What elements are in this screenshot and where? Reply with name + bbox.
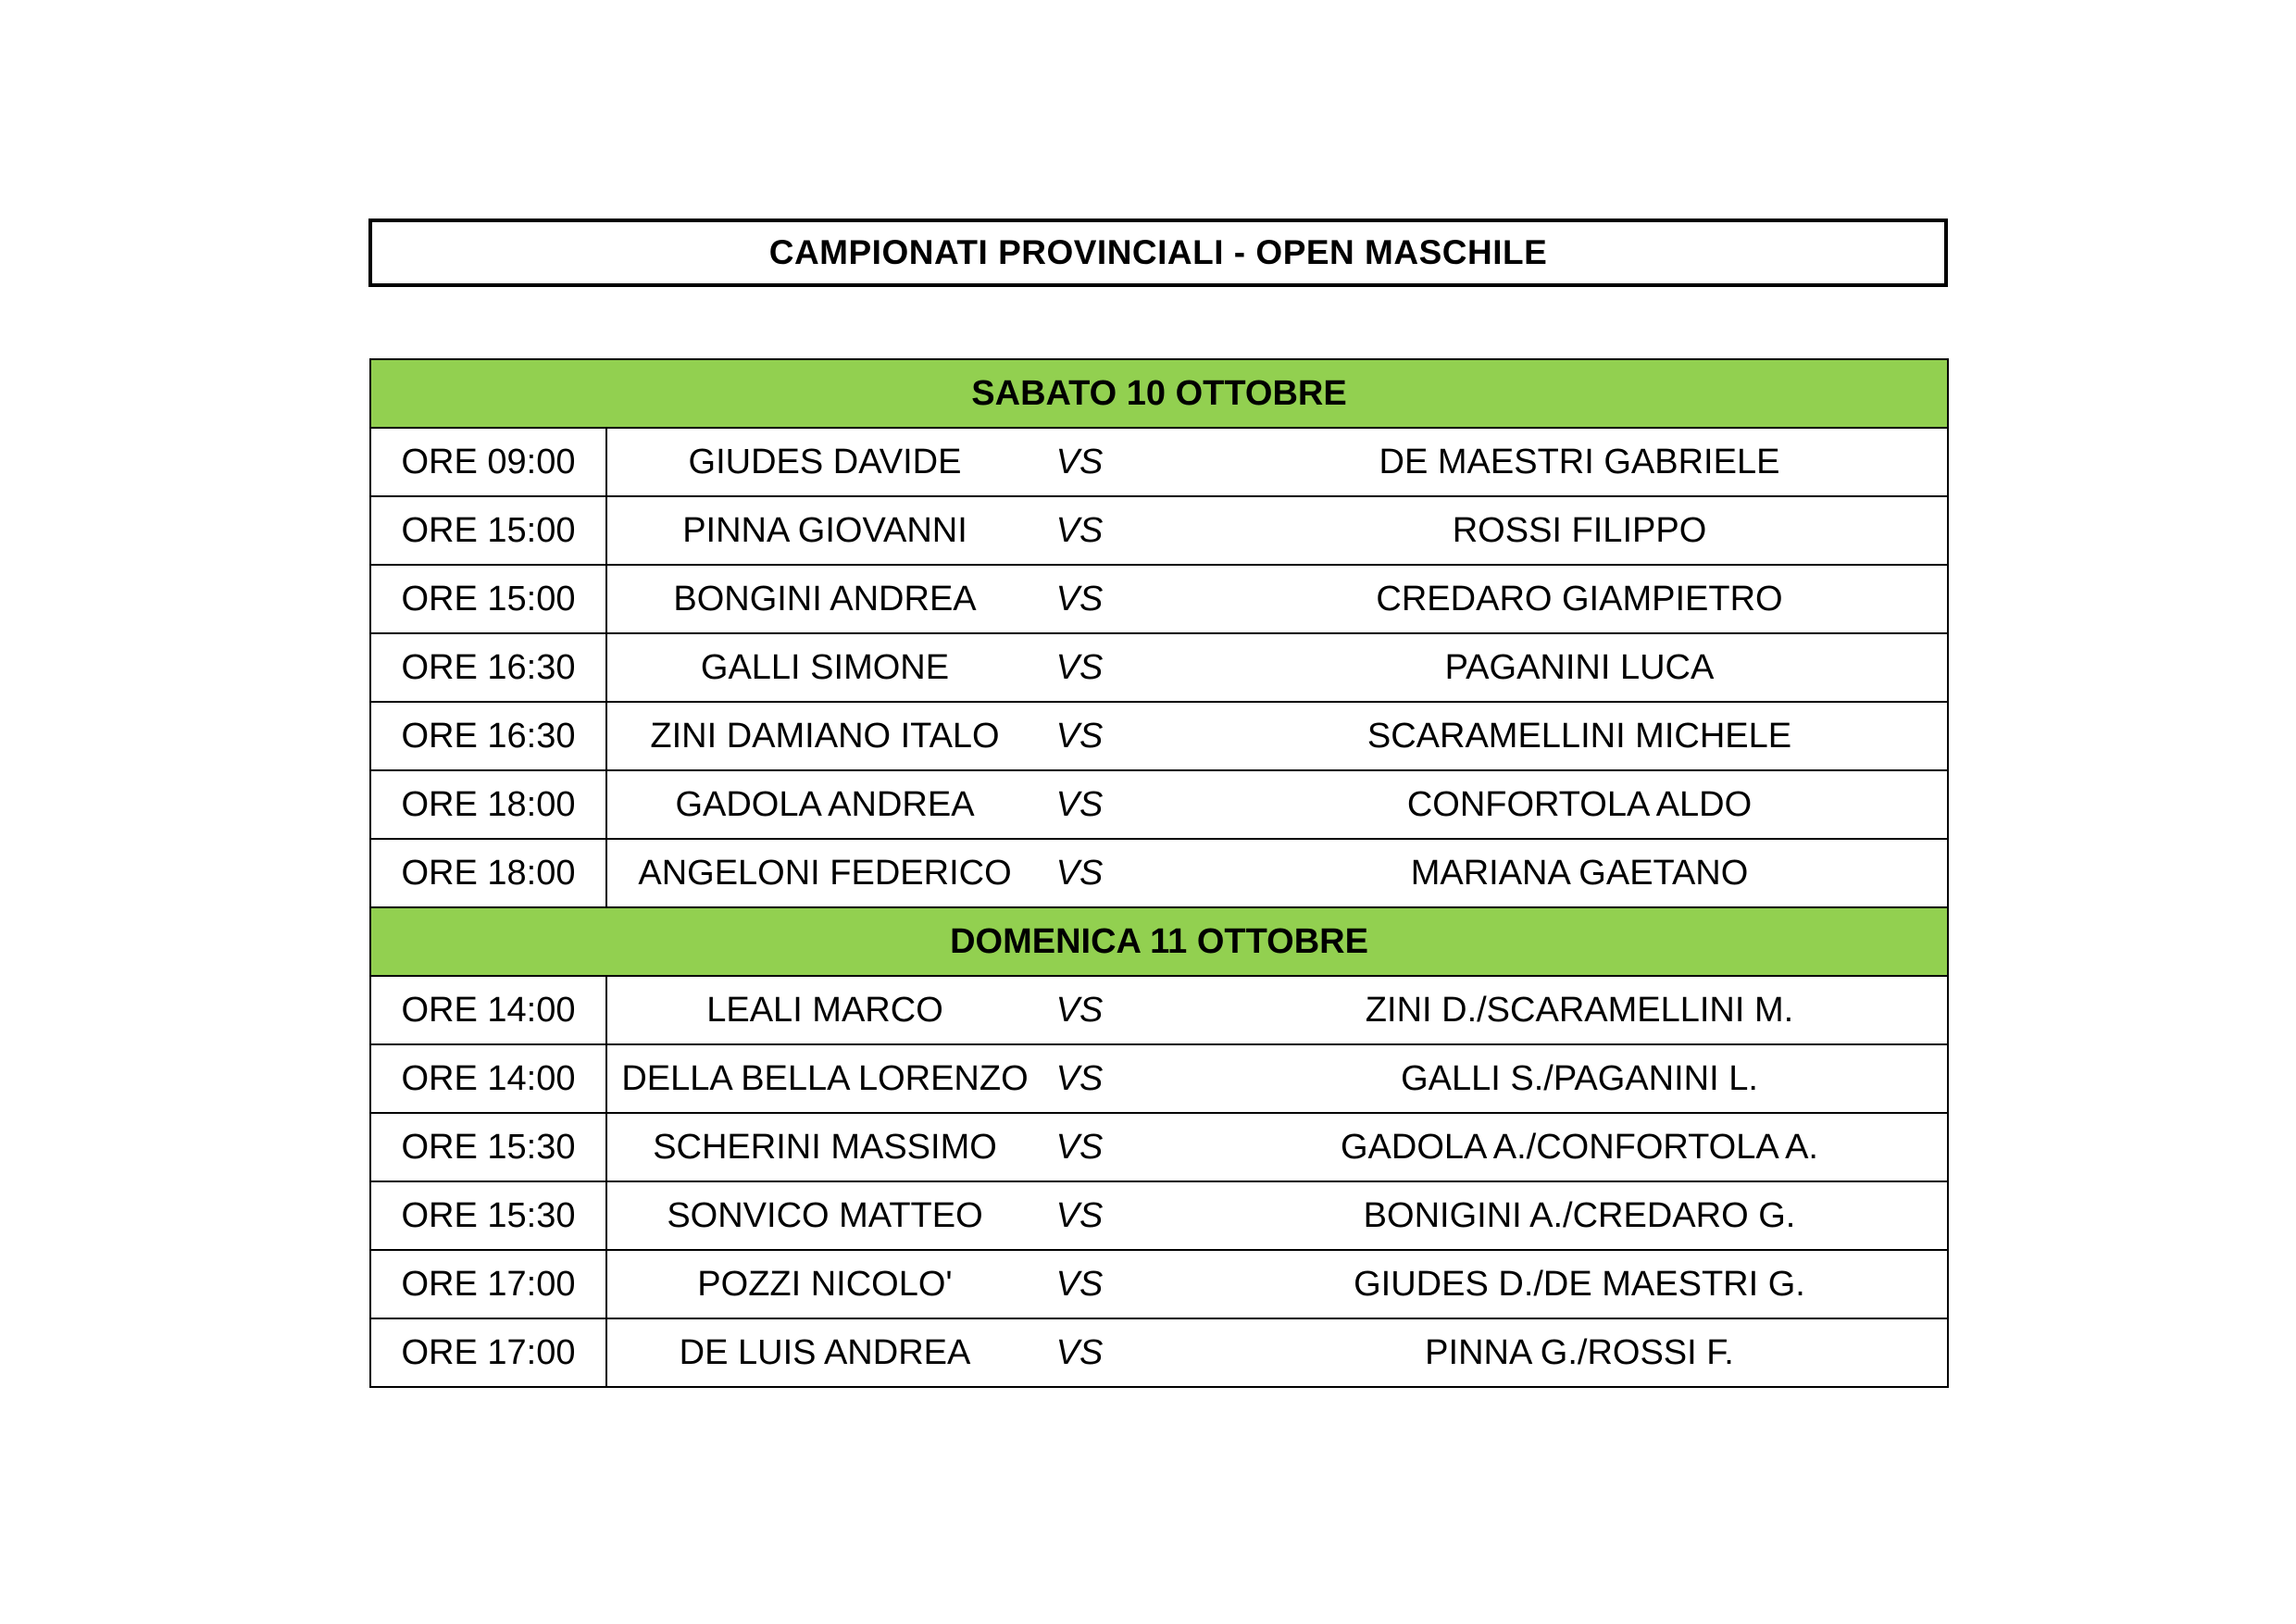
- day-header: SABATO 10 OTTOBRE: [370, 359, 1948, 428]
- match-cell: [606, 428, 1948, 496]
- match-time: ORE 14:00: [370, 1044, 606, 1113]
- player-home: POZZI NICOLO': [697, 1265, 953, 1304]
- player-away: DE MAESTRI GABRIELE: [1379, 443, 1780, 481]
- player-home: BONGINI ANDREA: [673, 580, 977, 618]
- player-home: GALLI SIMONE: [700, 648, 950, 687]
- player-home: GADOLA ANDREA: [675, 785, 975, 824]
- vs-label: VS: [1055, 1128, 1104, 1167]
- vs-label: VS: [1055, 1265, 1104, 1304]
- vs-label: VS: [1055, 785, 1104, 824]
- day-header-row: [370, 359, 1948, 428]
- schedule-table: [369, 358, 1949, 1388]
- player-away: GALLI S./PAGANINI L.: [1401, 1059, 1758, 1098]
- match-cell: [606, 976, 1948, 1044]
- page-title: CAMPIONATI PROVINCIALI - OPEN MASCHILE: [768, 233, 1548, 271]
- day-header: DOMENICA 11 OTTOBRE: [370, 907, 1948, 976]
- day-header-row: [370, 907, 1948, 976]
- match-row: [370, 565, 1948, 633]
- match-time: ORE 14:00: [370, 976, 606, 1044]
- match-row: [370, 702, 1948, 770]
- match-cell: [606, 1044, 1948, 1113]
- match-time: ORE 18:00: [370, 770, 606, 839]
- match-cell: [606, 839, 1948, 907]
- player-home: LEALI MARCO: [706, 991, 943, 1030]
- match-time: ORE 15:00: [370, 565, 606, 633]
- match-time: ORE 17:00: [370, 1250, 606, 1318]
- title-box: [368, 219, 1948, 287]
- player-home: DELLA BELLA LORENZO: [621, 1059, 1029, 1098]
- vs-label: VS: [1055, 443, 1104, 481]
- vs-label: VS: [1055, 580, 1104, 618]
- match-time: ORE 16:30: [370, 633, 606, 702]
- match-time: ORE 15:30: [370, 1113, 606, 1181]
- match-time: ORE 18:00: [370, 839, 606, 907]
- player-away: ZINI D./SCARAMELLINI M.: [1365, 991, 1794, 1030]
- vs-label: VS: [1055, 1333, 1104, 1372]
- match-row: [370, 496, 1948, 565]
- match-time: ORE 15:30: [370, 1181, 606, 1250]
- player-away: ROSSI FILIPPO: [1452, 511, 1707, 550]
- match-cell: [606, 1181, 1948, 1250]
- match-row: [370, 1113, 1948, 1181]
- match-cell: [606, 1113, 1948, 1181]
- player-home: SCHERINI MASSIMO: [653, 1128, 997, 1167]
- match-time: ORE 16:30: [370, 702, 606, 770]
- vs-label: VS: [1055, 854, 1104, 893]
- player-home: PINNA GIOVANNI: [682, 511, 967, 550]
- match-row: [370, 1181, 1948, 1250]
- vs-label: VS: [1055, 1059, 1104, 1098]
- player-away: GIUDES D./DE MAESTRI G.: [1354, 1265, 1805, 1304]
- match-time: ORE 15:00: [370, 496, 606, 565]
- schedule-body: [370, 359, 1948, 1387]
- match-time: ORE 17:00: [370, 1318, 606, 1387]
- match-row: [370, 1044, 1948, 1113]
- player-away: GADOLA A./CONFORTOLA A.: [1340, 1128, 1818, 1167]
- match-cell: [606, 633, 1948, 702]
- player-home: ZINI DAMIANO ITALO: [650, 717, 1000, 756]
- player-away: MARIANA GAETANO: [1410, 854, 1749, 893]
- match-row: [370, 633, 1948, 702]
- match-cell: [606, 496, 1948, 565]
- player-away: PINNA G./ROSSI F.: [1425, 1333, 1734, 1372]
- match-cell: [606, 1250, 1948, 1318]
- match-row: [370, 976, 1948, 1044]
- player-away: SCARAMELLINI MICHELE: [1366, 717, 1792, 756]
- match-cell: [606, 702, 1948, 770]
- match-time: ORE 09:00: [370, 428, 606, 496]
- match-row: [370, 770, 1948, 839]
- match-cell: [606, 1318, 1948, 1387]
- player-away: CONFORTOLA ALDO: [1406, 785, 1753, 824]
- vs-label: VS: [1055, 991, 1104, 1030]
- match-row: [370, 1250, 1948, 1318]
- match-row: [370, 428, 1948, 496]
- vs-label: VS: [1055, 717, 1104, 756]
- player-away: PAGANINI LUCA: [1444, 648, 1715, 687]
- player-away: BONIGINI A./CREDARO G.: [1363, 1196, 1796, 1235]
- player-home: ANGELONI FEDERICO: [638, 854, 1012, 893]
- vs-label: VS: [1055, 648, 1104, 687]
- vs-label: VS: [1055, 511, 1104, 550]
- player-away: CREDARO GIAMPIETRO: [1376, 580, 1783, 618]
- match-row: [370, 839, 1948, 907]
- player-home: GIUDES DAVIDE: [688, 443, 962, 481]
- match-cell: [606, 770, 1948, 839]
- match-row: [370, 1318, 1948, 1387]
- match-cell: [606, 565, 1948, 633]
- vs-label: VS: [1055, 1196, 1104, 1235]
- player-home: DE LUIS ANDREA: [679, 1333, 971, 1372]
- player-home: SONVICO MATTEO: [667, 1196, 983, 1235]
